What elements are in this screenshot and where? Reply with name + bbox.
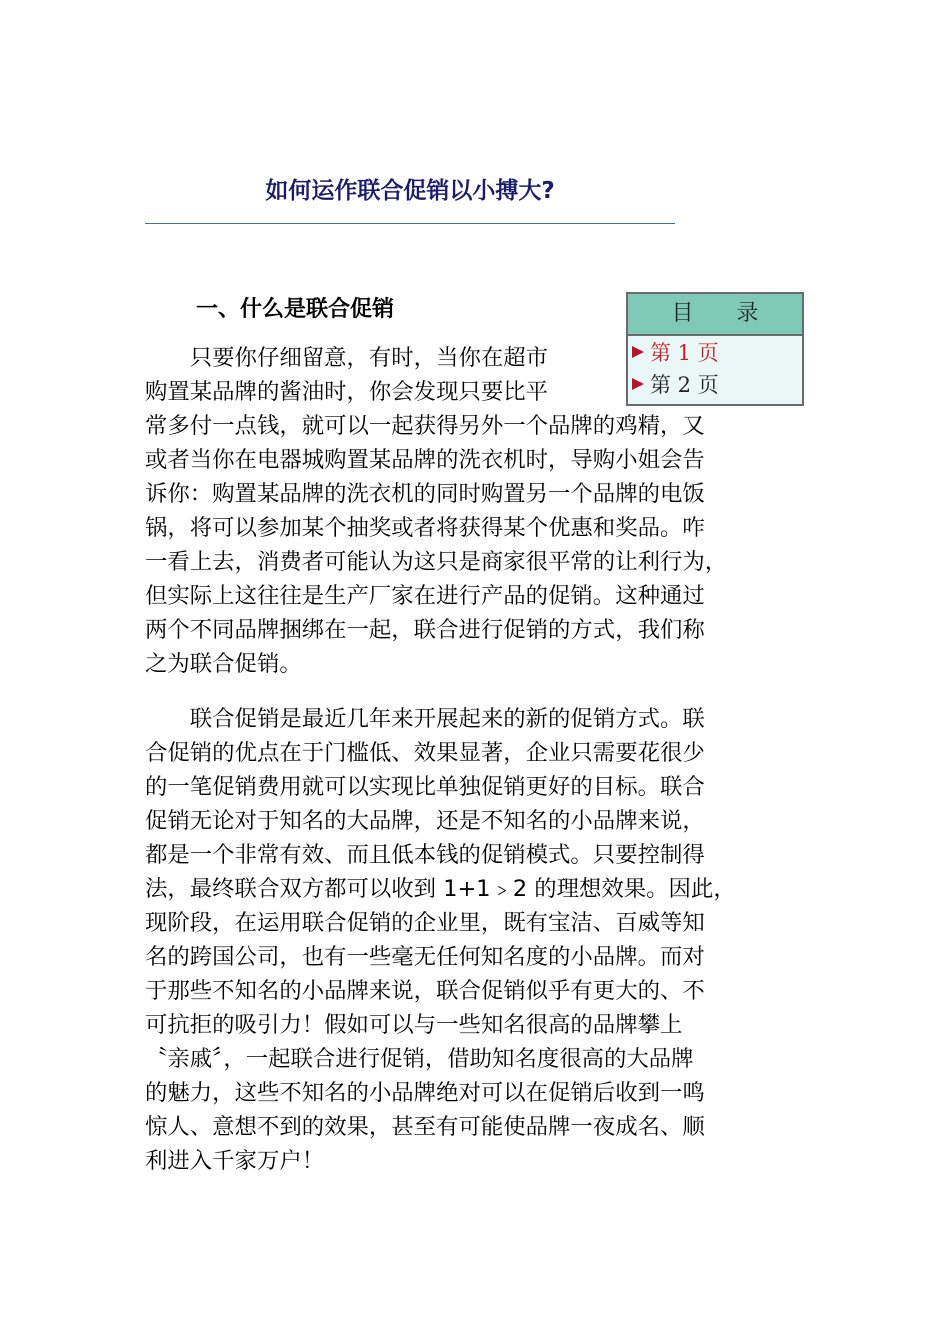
text-line: 锅，将可以参加某个抽奖或者将获得某个优惠和奖品。咋: [145, 515, 705, 541]
text-line: 或者当你在电器城购置某品牌的洗衣机时，导购小姐会告: [145, 447, 705, 473]
text-line: 诉你：购置某品牌的洗衣机的同时购置另一个品牌的电饭: [145, 481, 705, 507]
text-line: 的一笔促销费用就可以实现比单独促销更好的目标。联合: [145, 774, 705, 800]
text-line: 一看上去，消费者可能认为这只是商家很平常的让利行为，: [145, 549, 728, 575]
title-divider: [145, 223, 675, 224]
toc-item-label: 第 2 页: [650, 373, 719, 397]
document-title: 如何运作联合促销以小搏大?: [265, 178, 555, 204]
text-line: 都是一个非常有效、而且低本钱的促销模式。只要控制得: [145, 842, 705, 868]
text-line: 可抗拒的吸引力！假如可以与一些知名很高的品牌攀上: [145, 1012, 683, 1038]
text-line: 购置某品牌的酱油时，你会发现只要比平: [145, 379, 549, 405]
text-line: 现阶段，在运用联合促销的企业里，既有宝洁、百威等知: [145, 910, 705, 936]
text-line: 惊人、意想不到的效果，甚至有可能使品牌一夜成名、顺: [145, 1114, 705, 1140]
text-line: 促销无论对于知名的大品牌，还是不知名的小品牌来说，: [145, 808, 705, 834]
section-heading: 一、什么是联合促销: [196, 297, 395, 322]
paragraph-1: [145, 341, 727, 681]
text-line: 常多付一点钱，就可以一起获得另外一个品牌的鸡精，又: [145, 413, 705, 439]
text-line: 联合促销是最近几年来开展起来的新的促销方式。联: [145, 706, 705, 732]
text-line: 的魅力，这些不知名的小品牌绝对可以在促销后收到一鸣: [145, 1080, 705, 1106]
text-line: 法，最终联合双方都可以收到 1+1﹥2 的理想效果。因此，: [145, 876, 736, 902]
text-line: 之为联合促销。: [145, 651, 302, 677]
text-line: 于那些不知名的小品牌来说，联合促销似乎有更大的、不: [145, 978, 705, 1004]
text-line: 名的跨国公司，也有一些毫无任何知名度的小品牌。而对: [145, 944, 705, 970]
toc-header: 目 录: [628, 294, 802, 336]
text-line: 合促销的优点在于门槛低、效果显著，企业只需要花很少: [145, 740, 705, 766]
text-line: 利进入千家万户！: [145, 1148, 325, 1174]
text-line: 只要你仔细留意，有时，当你在超市: [145, 345, 549, 371]
text-line: 〝亲戚〞，一起联合进行促销，借助知名度很高的大品牌: [145, 1046, 694, 1072]
paragraph-2: [145, 702, 736, 1178]
toc-item-label: 第 1 页: [650, 341, 719, 365]
text-line: 但实际上这往往是生产厂家在进行产品的促销。这种通过: [145, 583, 705, 609]
text-line: 两个不同品牌捆绑在一起，联合进行促销的方式，我们称: [145, 617, 705, 643]
